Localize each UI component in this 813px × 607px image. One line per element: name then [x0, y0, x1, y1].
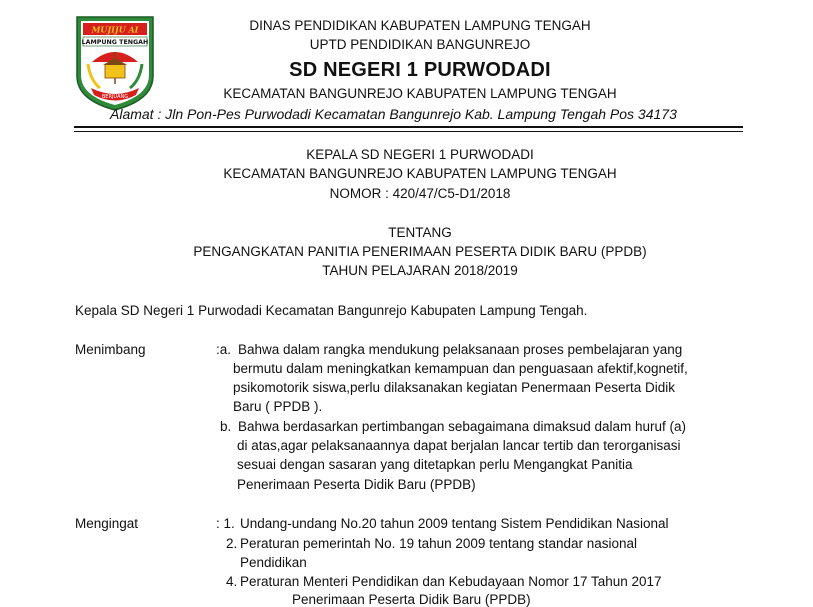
agency-line: DINAS PENDIDIKAN KABUPATEN LAMPUNG TENGAH	[249, 18, 591, 33]
menimbang-a-line: bermutu dalam meningkatkan kemampuan dan penguasaan afektif,kognetif,	[233, 361, 688, 376]
mengingat-item-1: Undang-undang No.20 tahun 2009 tentang Sistem Pendidikan Nasional	[240, 516, 669, 531]
mengingat-4-prefix: 4.	[226, 574, 238, 589]
menimbang-a-line: Bahwa dalam rangka mendukung pelaksanaan proses pembelajaran yang	[238, 342, 683, 357]
school-address: Alamat : Jln Pon-Pes Purwodadi Kecamatan Bangunrejo Kab. Lampung Tengah Pos 34173	[110, 106, 677, 122]
mengingat-label: Mengingat	[75, 516, 139, 531]
mengingat-item-2: Peraturan pemerintah No. 19 tahun 2009 tentang standar nasional	[240, 536, 638, 551]
logo-motto-text: BERJUANG	[101, 94, 129, 100]
mengingat-1-prefix: : 1.	[216, 516, 235, 531]
decree-about: TENTANG	[388, 225, 452, 240]
menimbang-label: Menimbang	[75, 342, 146, 357]
lampung-tengah-emblem	[74, 14, 156, 112]
mengingat-item-2-cont: Pendidikan	[240, 555, 307, 570]
menimbang-b-line: sesuai dengan sasaran yang ditetapkan perlu Mengangkat Panitia	[237, 457, 633, 472]
decree-subject: PENGANGKATAN PANITIA PENERIMAAN PESERTA DIDIK BARU (PPDB)	[193, 244, 647, 259]
mengingat-item-4-cont: Penerimaan Peserta Didik Baru (PPDB)	[292, 592, 531, 607]
district-line: KECAMATAN BANGUNREJO KABUPATEN LAMPUNG TENGAH	[223, 86, 617, 101]
logo-banner-text: MUJIJU AI	[91, 24, 139, 35]
mengingat-2-prefix: 2.	[226, 536, 238, 551]
menimbang-b-line: Bahwa berdasarkan pertimbangan sebagaimana dimaksud dalam huruf (a)	[238, 419, 687, 434]
decree-year: TAHUN PELAJARAN 2018/2019	[322, 263, 518, 278]
unit-line: UPTD PENDIDIKAN BANGUNREJO	[309, 37, 531, 52]
letterhead-rule-thin	[74, 131, 743, 132]
menimbang-a-line: Baru ( PPDB ).	[233, 399, 323, 414]
menimbang-b-prefix: b.	[220, 419, 232, 434]
menimbang-b-line: Penerimaan Peserta Didik Baru (PPDB)	[237, 477, 476, 492]
decree-issuer: KEPALA SD NEGERI 1 PURWODADI	[306, 147, 534, 162]
opening-statement: Kepala SD Negeri 1 Purwodadi Kecamatan Bangunrejo Kabupaten Lampung Tengah.	[75, 303, 588, 318]
logo-title-text: LAMPUNG TENGAH	[81, 39, 149, 47]
mengingat-item-4: Peraturan Menteri Pendidikan dan Kebudayaan Nomor 17 Tahun 2017	[240, 574, 662, 589]
menimbang-a-prefix: :a.	[216, 342, 232, 357]
letterhead-rule-thick	[74, 126, 743, 128]
decree-number: NOMOR : 420/47/C5-D1/2018	[329, 186, 511, 201]
school-name: SD NEGERI 1 PURWODADI	[289, 59, 551, 81]
menimbang-a-line: psikomotorik siswa,perlu dilaksanakan kegiatan Penermaan Peserta Didik	[233, 380, 675, 395]
decree-issuer-district: KECAMATAN BANGUNREJO KABUPATEN LAMPUNG TENGAH	[223, 166, 617, 181]
menimbang-b-line: di atas,agar pelaksanaannya dapat berjalan lancar tertib dan terorganisasi	[237, 438, 681, 453]
